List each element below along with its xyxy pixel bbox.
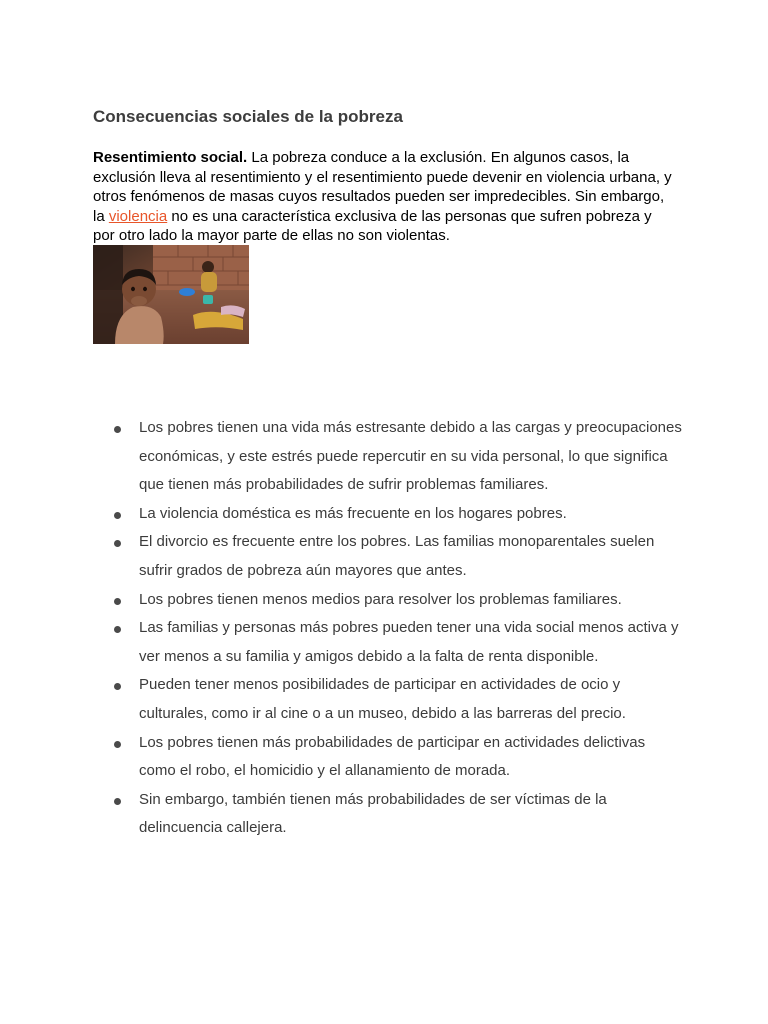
list-item-text: Los pobres tienen menos medios para resolver los problemas familiares. — [139, 590, 622, 608]
list-item — [93, 786, 683, 843]
list-item-text: El divorcio es frecuente entre los pobres. Las familias monoparentales suelen sufrir grados de pobreza aún mayores que antes. — [139, 533, 655, 579]
consequences-list — [93, 414, 683, 843]
bullet-icon — [114, 626, 121, 633]
list-item-text: Las familias y personas más pobres pueden tener una vida social menos activa y ver menos a su familia y amigos debido a la falta de renta disponible. — [139, 619, 679, 665]
intro-text-before-link: La pobreza conduce a la exclusión. En algunos casos, la exclusión lleva al resentimiento y el resentimiento puede devenir en violencia urbana, y otros fenómenos de masas cuyos resultados pueden ser impredecibles. Sin embargo, la — [93, 149, 672, 225]
poverty-photo — [93, 245, 249, 344]
list-item — [93, 528, 683, 585]
list-item — [93, 500, 683, 529]
list-item — [93, 614, 683, 671]
list-item — [93, 671, 683, 728]
list-item-text: Los pobres tienen más probabilidades de participar en actividades delictivas como el robo, el homicidio y el allanamiento de morada. — [139, 733, 646, 780]
bullet-icon — [114, 683, 121, 690]
list-item-text: Pueden tener menos posibilidades de participar en actividades de ocio y culturales, como ir al cine o a un museo, debido a las barreras del precio. — [139, 676, 626, 722]
bullet-icon — [114, 426, 121, 433]
list-item-text: Los pobres tienen una vida más estresante debido a las cargas y preocupaciones económicas, y este estrés puede repercutir en su vida personal, lo que significa que tienen más probabilidades de sufrir problemas familiares. — [139, 419, 682, 494]
bullet-icon — [114, 741, 121, 748]
bullet-icon — [114, 512, 121, 519]
intro-text-after-link: no es una característica exclusiva de las personas que sufren pobreza y por otro lado la mayor parte de ellas no son violentas. — [93, 207, 652, 244]
intro-paragraph — [93, 148, 673, 246]
bullet-icon — [114, 598, 121, 605]
intro-lead: Resentimiento social. — [93, 149, 248, 166]
violencia-link[interactable]: violencia — [108, 207, 168, 225]
list-item-text: Sin embargo, también tienen más probabilidades de ser víctimas de la delincuencia callejera. — [139, 790, 607, 837]
list-item-text: La violencia doméstica es más frecuente en los hogares pobres. — [139, 504, 567, 522]
list-item — [93, 586, 683, 615]
bullet-icon — [114, 798, 121, 805]
bullet-icon — [114, 540, 121, 547]
page-title: Consecuencias sociales de la pobreza — [93, 107, 403, 126]
list-item — [93, 414, 683, 500]
list-item — [93, 729, 683, 786]
